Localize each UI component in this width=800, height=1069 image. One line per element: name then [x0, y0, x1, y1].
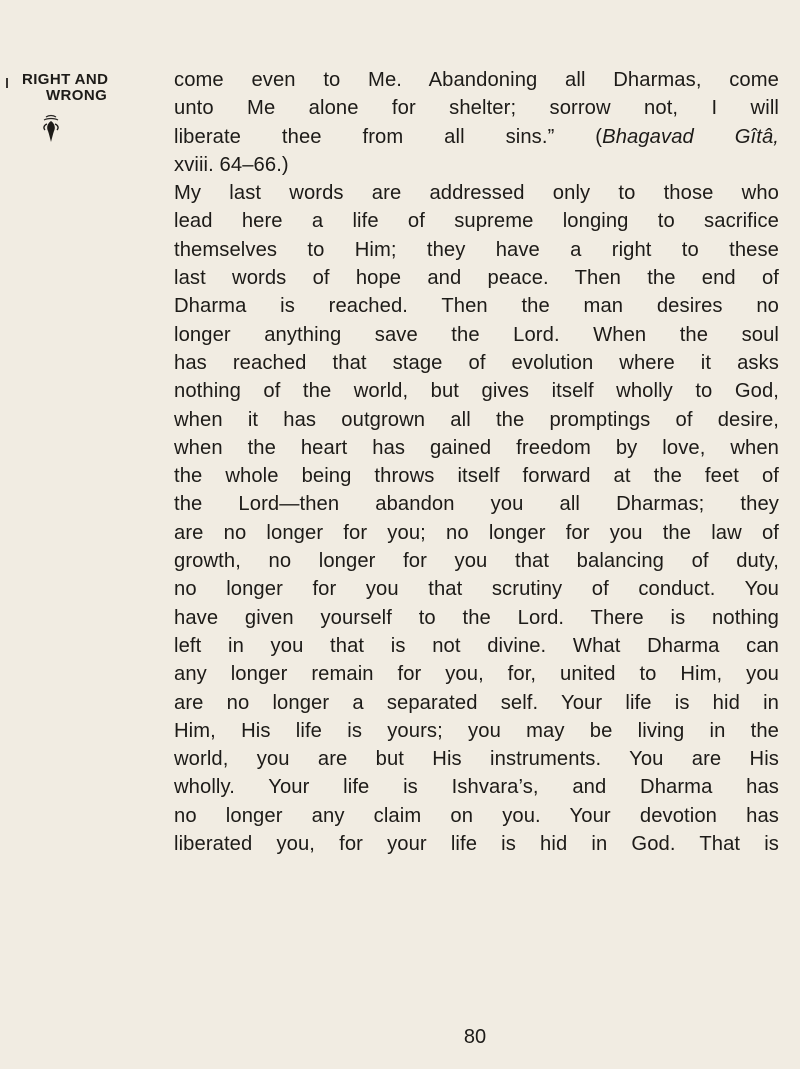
text-line-segment: left in you that is not divine. What Dharma can [174, 634, 779, 657]
text-line [174, 689, 779, 717]
text-line [174, 377, 779, 405]
text-line [174, 547, 779, 575]
text-line [174, 802, 779, 830]
text-line-segment: no longer for you that scrutiny of conduct. You [174, 578, 779, 601]
text-line [174, 660, 779, 688]
text-line-segment: growth, no longer for you that balancing of duty, [174, 550, 779, 573]
text-line-segment: are no longer a separated self. Your life is hid in [174, 691, 779, 714]
margin-heading-line-2: WRONG [46, 87, 108, 104]
text-line [174, 236, 779, 264]
text-line-segment: unto Me alone for shelter; sorrow not, I will [174, 97, 779, 120]
text-line [174, 123, 779, 151]
text-line [174, 773, 779, 801]
text-line [174, 632, 779, 660]
text-line [174, 292, 779, 320]
text-line-segment: world, you are but His instruments. You are His [174, 748, 779, 771]
text-line-segment: themselves to Him; they have a right to these [174, 238, 779, 261]
flower-ornament-icon [38, 114, 64, 144]
text-line [174, 321, 779, 349]
text-line [174, 66, 779, 94]
text-line-segment: My last words are addressed only to those who [174, 182, 779, 205]
text-line [174, 94, 779, 122]
text-line [174, 462, 779, 490]
text-line [174, 604, 779, 632]
text-line-segment: nothing of the world, but gives itself wholly to God, [174, 380, 779, 403]
text-line-segment: when the heart has gained freedom by love, when [174, 436, 779, 459]
text-line [174, 151, 779, 179]
text-line [174, 717, 779, 745]
text-line-segment: has reached that stage of evolution where it asks [174, 351, 779, 374]
text-line-segment: wholly. Your life is Ishvara’s, and Dharma has [174, 776, 779, 799]
text-line-segment: come even to Me. Abandoning all Dharmas, come [174, 69, 779, 91]
text-line [174, 490, 779, 518]
text-line [174, 349, 779, 377]
text-line-segment: no longer any claim on you. Your devotion has [174, 804, 779, 827]
text-line-segment: have given yourself to the Lord. There is nothing [174, 606, 779, 629]
text-line-segment: longer anything save the Lord. When the soul [174, 323, 779, 346]
text-line-segment: liberated you, for your life is hid in God. That is [174, 833, 779, 856]
text-line-segment: Him, His life is yours; you may be living in the [174, 719, 779, 742]
text-line-segment: any longer remain for you, for, united to Him, you [174, 663, 779, 686]
text-line-segment: are no longer for you; no longer for you the law of [174, 521, 779, 544]
text-line-segment: lead here a life of supreme longing to sacrifice [174, 210, 779, 233]
body-text [174, 66, 779, 858]
text-line-segment: liberate thee from all sins.” ( [174, 125, 603, 148]
text-line [174, 575, 779, 603]
text-line-segment: last words of hope and peace. Then the end of [174, 267, 779, 290]
text-line-segment: the Lord—then abandon you all Dharmas; they [174, 493, 779, 516]
text-line [174, 179, 779, 207]
text-line-segment: Dharma is reached. Then the man desires no [174, 295, 779, 318]
text-line [174, 519, 779, 547]
citation-italic: Bhagavad Gîtâ, [602, 125, 780, 148]
text-line [174, 406, 779, 434]
text-line [174, 264, 779, 292]
text-line [174, 830, 779, 858]
margin-heading-line-1: RIGHT AND [22, 71, 109, 88]
text-line [174, 745, 779, 773]
text-line-segment: the whole being throws itself forward at the feet of [174, 465, 779, 488]
edge-mark [6, 78, 8, 88]
text-line [174, 434, 779, 462]
text-line [174, 207, 779, 235]
page-number: 80 [463, 1026, 487, 1048]
text-line-segment: xviii. 64–66.) [174, 153, 289, 176]
margin-heading [22, 72, 170, 104]
text-line-segment: when it has outgrown all the promptings of desire, [174, 408, 779, 431]
